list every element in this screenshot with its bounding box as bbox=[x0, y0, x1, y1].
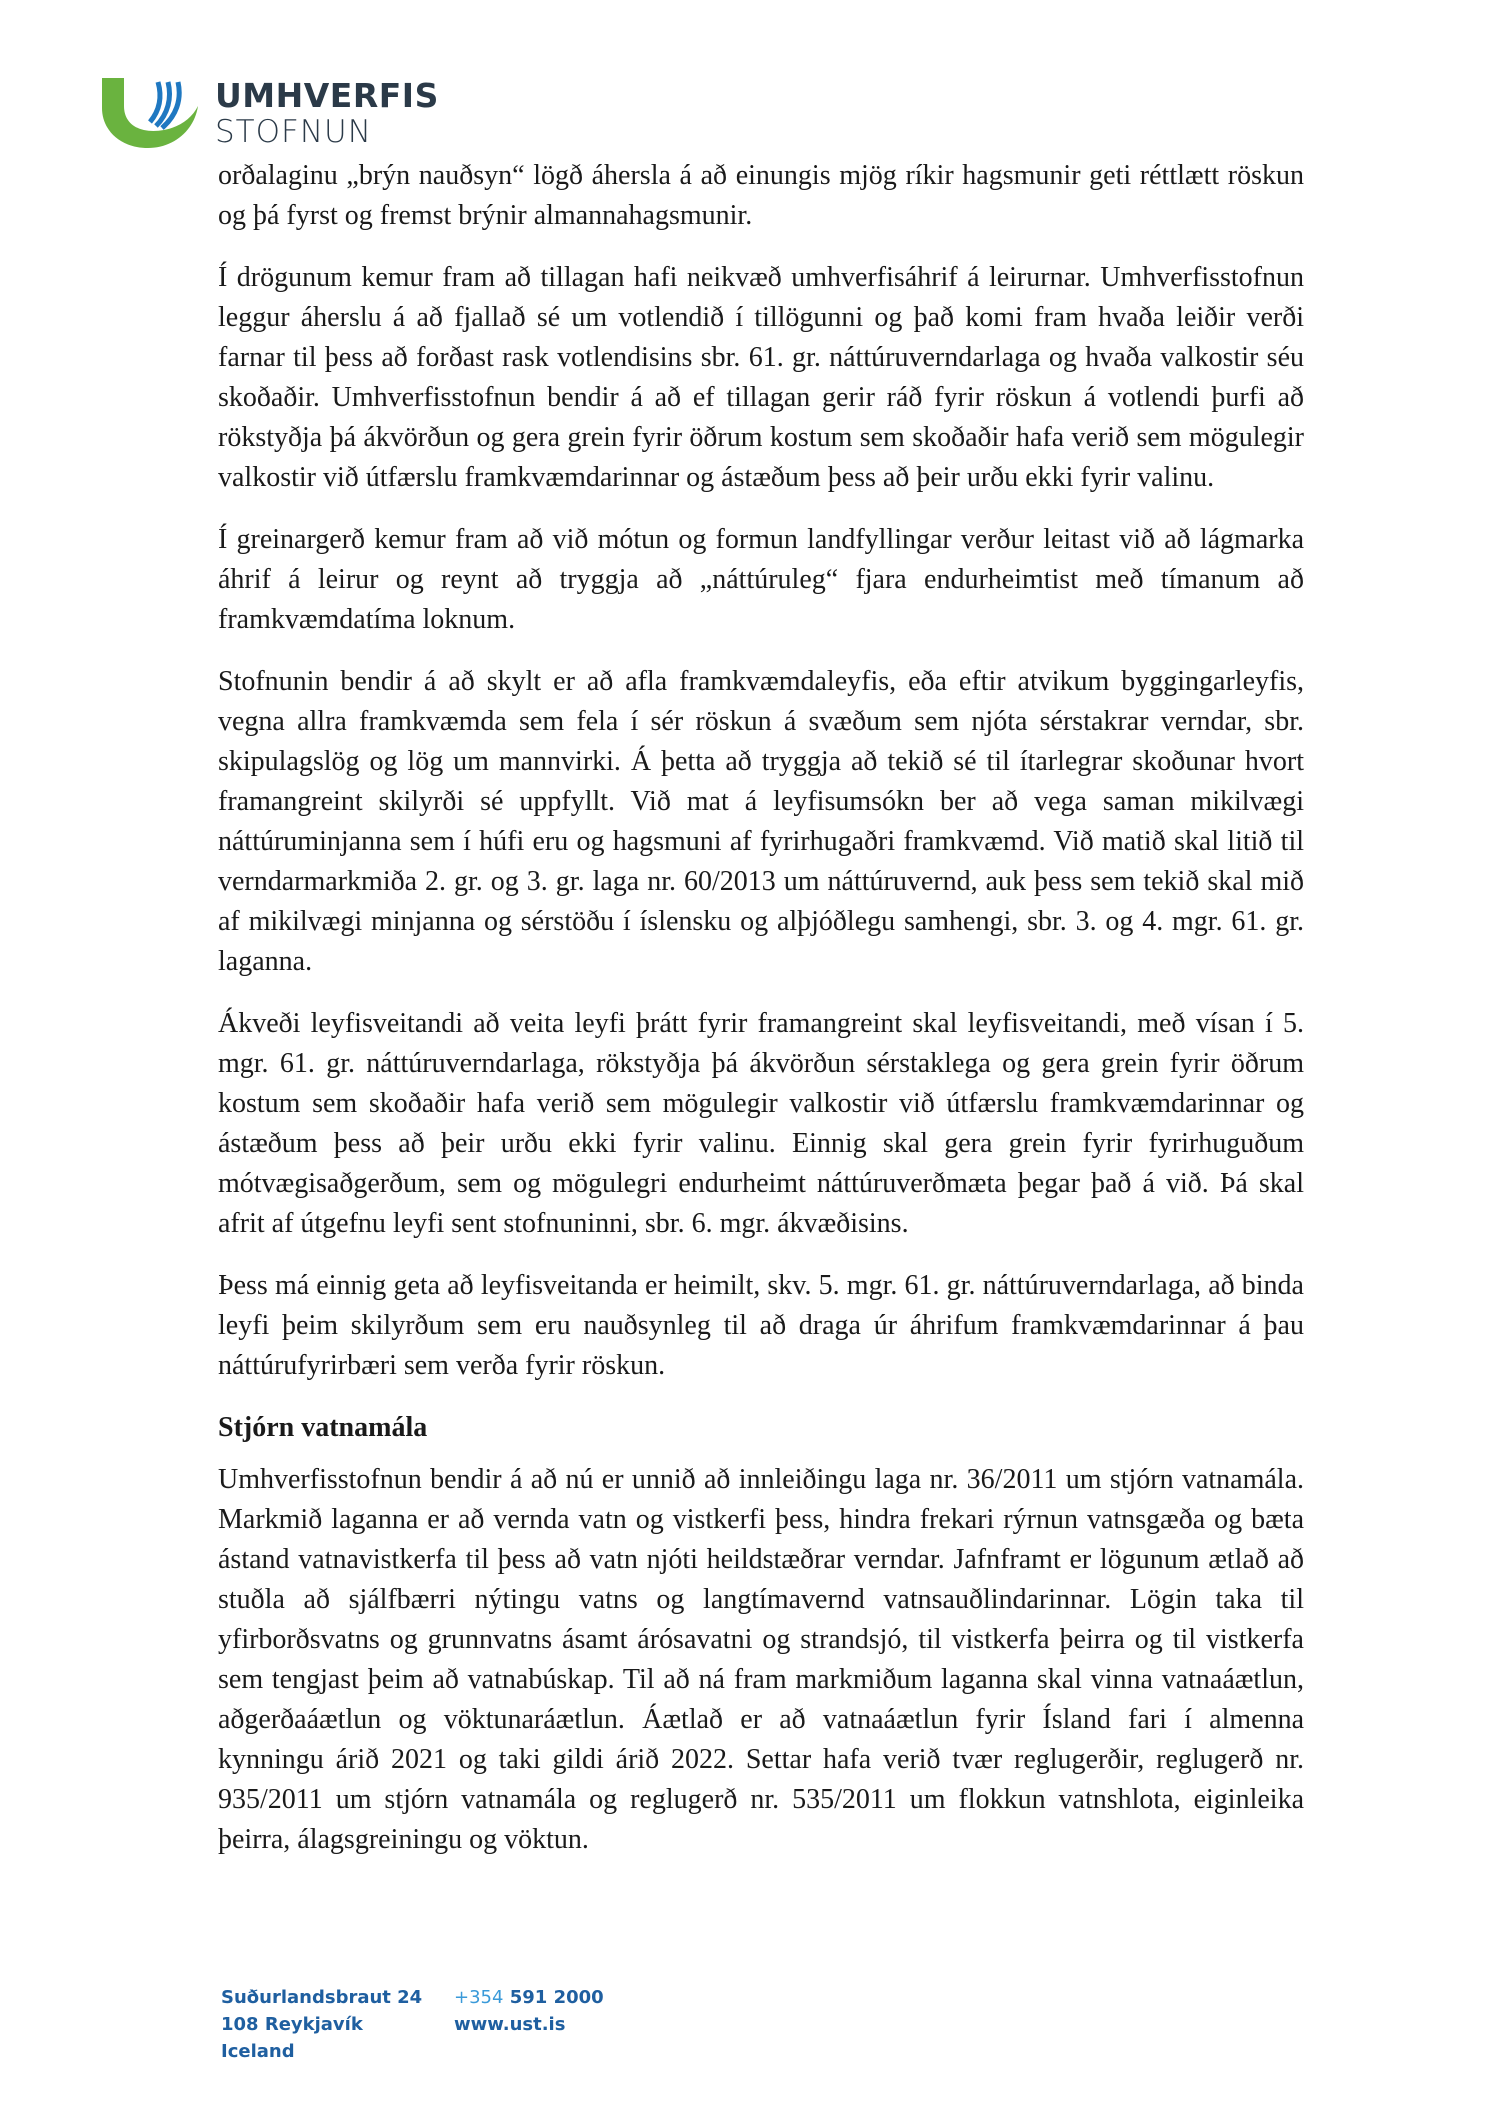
paragraph: Í greinargerð kemur fram að við mótun og formun landfyllingar verður leitast við að lágmarka áhrif á leirur og reynt að tryggja að „náttúruleg“ fjara endurheimtist með tímanum að framkvæmdatíma loknum. bbox=[218, 524, 1304, 635]
footer-address bbox=[221, 1984, 422, 2065]
paragraph: Ákveði leyfisveitandi að veita leyfi þrátt fyrir framangreint skal leyfisveitandi, með vísan í 5. mgr. 61. gr. náttúruverndarlaga, rökstyðja þá ákvörðun sérstaklega og gera grein fyrir öðrum kostum sem skoðaðir hafa verið sem mögulegir valkostir við útfærslu framkvæmdarinnar og ástæðum þess að þeir urðu ekki fyrir valinu. Einnig skal gera grein fyrir fyrirhuguðum mótvægisaðgerðum, sem og mögulegri endurheimt náttúruverðmæta þegar það á við. Þá skal afrit af útgefnu leyfi sent stofnuninni, sbr. 6. mgr. ákvæðisins. bbox=[218, 1008, 1304, 1239]
phone-number: 591 2000 bbox=[509, 1987, 604, 2008]
logo-title: UMHVERFIS bbox=[215, 76, 439, 115]
address-street: Suðurlandsbraut 24 bbox=[221, 1987, 423, 2008]
paragraph: orðalaginu „brýn nauðsyn“ lögð áhersla á að einungis mjög ríkir hagsmunir geti réttlætt röskun og þá fyrst og fremst brýnir almannahagsmunir. bbox=[218, 160, 1304, 231]
paragraph: Umhverfisstofnun bendir á að nú er unnið að innleiðingu laga nr. 36/2011 um stjórn vatnamála. Markmið laganna er að vernda vatn og vistkerfi þess, hindra frekari rýrnun vatnsgæða og bæta ástand vatnavistkerfa til þess að vatn njóti heildstæðrar verndar. Jafnframt er lögunum ætlað að stuðla að sjálfbærri nýtingu vatns og langtímavernd vatnsauðlindarinnar. Lögin taka til yfirborðsvatns og grunnvatns ásamt árósavatni og strandsjó, til vistkerfa þeirra og til vistkerfa sem tengjast þeim að vatnabúskap. Til að ná fram markmiðum laganna skal vinna vatnaáætlun, aðgerðaáætlun og vöktunaráætlun. Áætlað er að vatnaáætlun fyrir Ísland fari í almenna kynningu árið 2021 og taki gildi árið 2022. Settar hafa verið tvær reglugerðir, reglugerð nr. 935/2011 um stjórn vatnamála og reglugerð nr. 535/2011 um flokkun vatnshlota, eiginleika þeirra, álagsgreiningu og vöktun. bbox=[218, 1464, 1304, 1855]
agency-logo bbox=[102, 78, 442, 150]
phone-prefix: +354 bbox=[454, 1987, 504, 2008]
logo-emblem-icon bbox=[102, 78, 198, 148]
address-country: Iceland bbox=[221, 2041, 295, 2062]
section-heading: Stjórn vatnamála bbox=[218, 1412, 428, 1443]
footer-contact bbox=[454, 1984, 604, 2038]
letter-body bbox=[218, 156, 1304, 1882]
paragraph: Stofnunin bendir á að skylt er að afla framkvæmdaleyfis, eða eftir atvikum byggingarleyfis, vegna allra framkvæmda sem fela í sér röskun á svæðum sem njóta sérstakrar verndar, sbr. skipulagslög og lög um mannvirki. Á þetta að tryggja að tekið sé til ítarlegrar skoðunar hvort framangreint skilyrði sé uppfyllt. Við mat á leyfisumsókn ber að vega saman mikilvægi náttúruminjanna sem í húfi eru og hagsmuni af fyrirhugaðri framkvæmd. Við matið skal litið til verndarmarkmiða 2. gr. og 3. gr. laga nr. 60/2013 um náttúruvernd, auk þess sem tekið skal mið af mikilvægi minjanna og sérstöðu í íslensku og alþjóðlegu samhengi, sbr. 3. og 4. mgr. 61. gr. laganna. bbox=[218, 666, 1304, 977]
phone bbox=[454, 1984, 604, 2011]
logo-subtitle: STOFNUN bbox=[215, 114, 372, 150]
paragraph: Í drögunum kemur fram að tillagan hafi neikvæð umhverfisáhrif á leirurnar. Umhverfisstofnun leggur áherslu á að fjallað sé um votlendið í tillögunni og það komi fram hvaða leiðir verði farnar til þess að forðast rask votlendisins sbr. 61. gr. náttúruverndarlaga og hvaða valkostir séu skoðaðir. Umhverfisstofnun bendir á að ef tillagan gerir ráð fyrir röskun á votlendi þurfi að rökstyðja þá ákvörðun og gera grein fyrir öðrum kostum sem skoðaðir hafa verið sem mögulegir valkostir við útfærslu framkvæmdarinnar og ástæðum þess að þeir urðu ekki fyrir valinu. bbox=[218, 262, 1304, 493]
address-city: 108 Reykjavík bbox=[221, 2014, 363, 2035]
paragraph: Þess má einnig geta að leyfisveitanda er heimilt, skv. 5. mgr. 61. gr. náttúruverndarlaga, að binda leyfi þeim skilyrðum sem eru nauðsynleg til að draga úr áhrifum framkvæmdarinnar á þau náttúrufyrirbæri sem verða fyrir röskun. bbox=[218, 1270, 1304, 1381]
website-link[interactable]: www.ust.is bbox=[454, 2014, 566, 2035]
